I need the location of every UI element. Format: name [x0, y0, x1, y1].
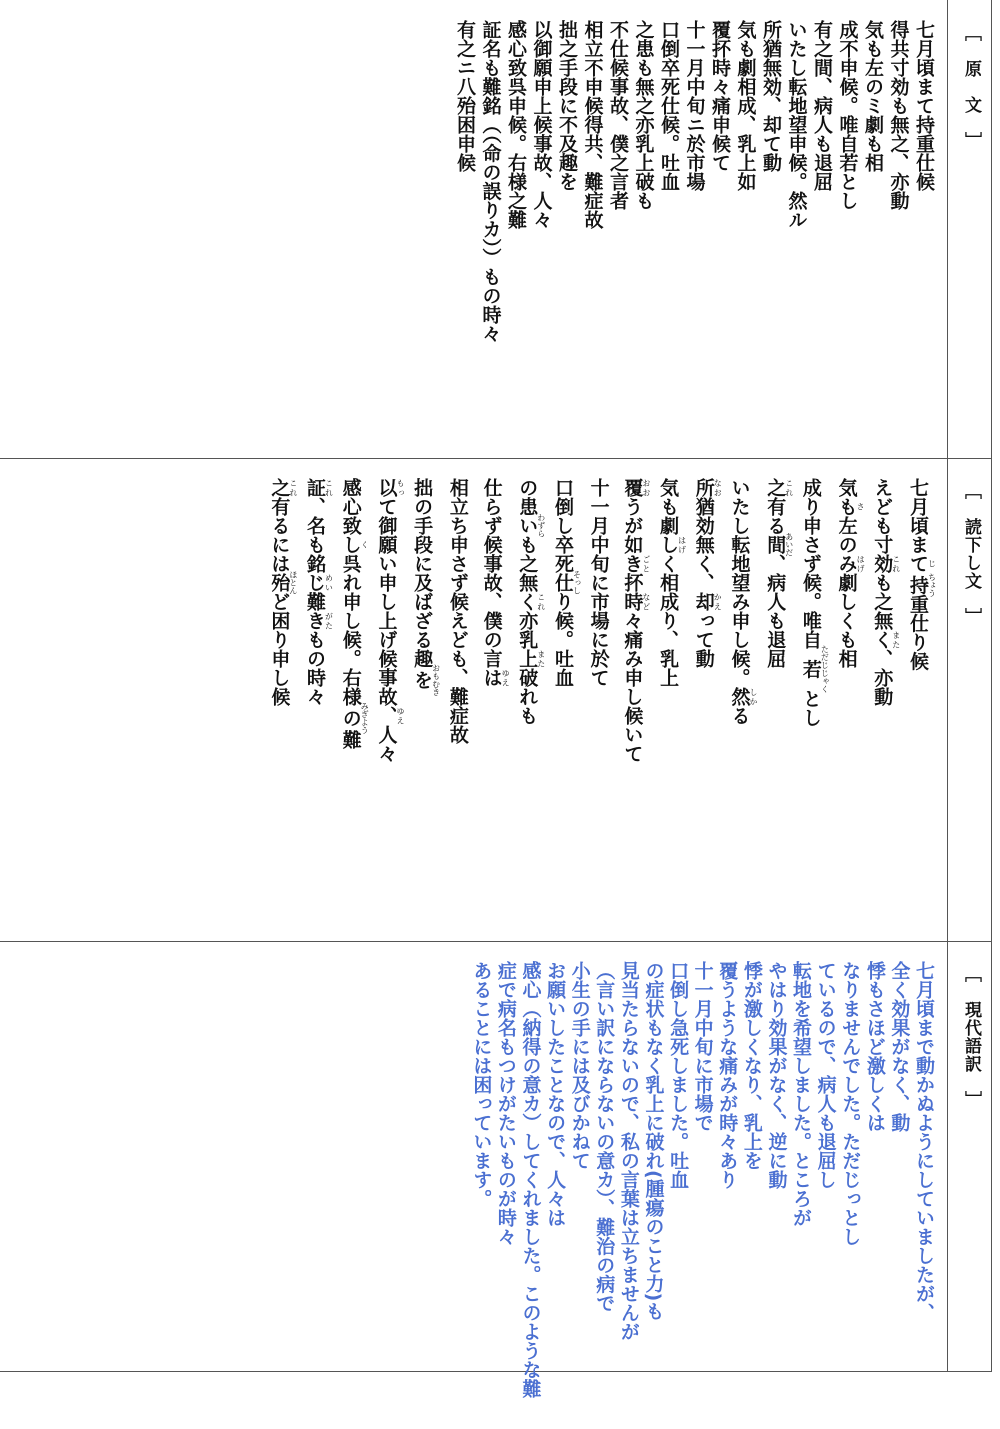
ruby-annotation: いわずら	[516, 513, 546, 538]
ruby-annotation: しはげ	[657, 535, 687, 554]
original-text-body	[452, 20, 937, 343]
text-line: 小生の手には及びかねて	[568, 961, 591, 1170]
ruby-annotation: のみぎよう	[339, 702, 370, 734]
ruby-annotation: はゆえ	[480, 668, 511, 687]
text-line: 全く効果がなく、動	[888, 961, 911, 1132]
ruby-annotation: 仕そっし	[551, 570, 582, 595]
text-line: 成り申さず候。唯自若ただじじゃくとし	[799, 478, 830, 727]
text-line: 不仕候事故、僕之言者	[607, 20, 629, 210]
text-line: 之これ有るには殆ほとんど困り申し候	[268, 478, 298, 706]
ruby-annotation: 之これ	[268, 478, 298, 497]
text-line: えども寸効これも之無くまた、亦動	[871, 478, 901, 706]
text-line: 覆おおうが如きごと抔時など々痛み申し候いて	[621, 478, 651, 763]
text-line: 有之間、病人も退屈	[811, 20, 833, 191]
text-line: あることには困っています。	[470, 961, 493, 1208]
text-line: 十一月中旬ニ於市場	[683, 20, 706, 191]
text-line: 気も左のミ劇も相	[862, 20, 884, 172]
section-label-column	[947, 0, 992, 458]
ruby-annotation: 時など	[621, 592, 651, 611]
text-line: 感心致呉申候。右様之難	[505, 20, 527, 229]
ruby-annotation: 殆ほとん	[268, 570, 298, 595]
text-line: 拙之手段に不及趣を	[556, 20, 578, 191]
text-line: 気も劇しはげく相成り、乳上	[657, 478, 687, 687]
ruby-annotation: 然しか	[728, 687, 758, 706]
ruby-annotation: をおもむき	[411, 664, 441, 696]
ruby-annotation: もさ	[835, 497, 866, 516]
text-line: なりませんでした。ただじっとし	[839, 961, 862, 1246]
text-line: 口倒し急死しました。吐血	[667, 961, 690, 1189]
ruby-annotation: 以もっ	[375, 478, 405, 497]
text-line: 症で病名もつけがたいものが時々	[494, 961, 517, 1246]
text-line: 成不申候。唯自若とし	[836, 20, 859, 210]
ruby-annotation: 持ちょう	[907, 573, 937, 597]
text-line: 之これ有る間あいだ、病人も退屈	[764, 478, 794, 668]
text-line: 証名も難銘（（命の誤りカ））もの時々	[479, 20, 502, 343]
ruby-annotation: 間あいだ	[764, 532, 794, 557]
text-line: いたし転地望み申し候。然しかる	[728, 478, 758, 725]
text-line: 之患も無之亦乳上破も	[632, 20, 655, 210]
ruby-annotation: 証これ	[304, 478, 334, 497]
text-line: 所なお猶効無く、却かえって動	[692, 478, 723, 668]
text-line: 見当たらないので、私の言葉は立ちませんが	[617, 961, 640, 1341]
text-line: 以御願申上候事故、人々	[530, 20, 553, 229]
text-line: 感心（納得の意カ）してくれました。このような難	[519, 961, 542, 1398]
ruby-annotation: きごと	[621, 554, 651, 573]
section-label-column	[947, 941, 992, 1372]
ruby-annotation: 之これ	[764, 478, 794, 497]
reading-text-body	[262, 478, 936, 763]
section-reading-text	[0, 458, 992, 941]
text-line: の症状もなく乳上に破れ(腫瘍のこと力)も	[642, 961, 665, 1321]
ruby-annotation: てじ	[907, 554, 937, 573]
text-line: 十一月中旬に市場に於て	[587, 478, 610, 687]
ruby-annotation: 覆おお	[621, 478, 651, 497]
ruby-annotation: 効これ	[871, 554, 901, 573]
text-line: 七月頃まてじ持ちょう重仕り候	[907, 478, 937, 671]
section-modern-translation	[0, 941, 992, 1398]
text-line: 感心致しく呉れ申し候。右様のみぎよう難	[339, 478, 370, 749]
text-line: やはり効果がなく、逆に動	[765, 961, 788, 1189]
text-line: いたし転地望申候。然ル	[785, 20, 808, 229]
ruby-annotation: 若ただじじゃく	[799, 645, 830, 693]
text-line: の患いわずらも之無くこれ亦乳上また破れも	[516, 478, 546, 725]
ruby-annotation: 上また	[516, 649, 546, 668]
section-label-modern: ［ 現代語訳 ］	[961, 965, 981, 1109]
ruby-annotation: くこれ	[516, 592, 546, 611]
section-label-reading: ［ 読下し文 ］	[961, 482, 981, 626]
text-line: 転地を希望しました。ところが	[790, 961, 813, 1227]
ruby-annotation: しく	[339, 535, 370, 554]
modern-translation-body	[469, 961, 936, 1398]
text-line: （言い訳にならないの意カ）、難治の病で	[593, 961, 616, 1313]
text-line: 所猶無効、却て動	[760, 20, 782, 172]
text-line: 有之ニ八殆困申候	[454, 20, 476, 172]
ruby-annotation: 、ゆえ	[375, 706, 405, 725]
section-label-column	[947, 458, 992, 941]
text-line: 口倒卒死仕候。吐血	[658, 20, 680, 191]
text-line: 悸もさほど激しくは	[863, 961, 886, 1132]
text-line: 覆うような痛みが時々あり	[716, 961, 739, 1189]
text-line: 気もさ左のみはげ劇しくも相	[835, 478, 866, 668]
text-line: 以もって御願い申し上げ候事故、ゆえ人々	[375, 478, 405, 763]
ruby-annotation: きがた	[304, 611, 334, 630]
section-original-text	[0, 0, 992, 458]
text-line: 得共寸効も無之、亦動	[887, 20, 910, 210]
text-line: ているので、病人も退屈し	[814, 961, 837, 1189]
text-line: 七月頃まて持重仕候	[913, 20, 935, 191]
text-line: 仕らず候事故、僕の言はゆえ	[480, 478, 511, 687]
text-line: 相立ち申さず候えども、難症故	[446, 478, 469, 744]
text-line: お願いしたことなので、人々は	[544, 961, 567, 1227]
text-line: 拙の手段に及ばざる趣をおもむき	[411, 478, 441, 696]
text-line: 気も劇相成、乳上如	[734, 20, 757, 191]
ruby-annotation: じめい	[304, 573, 334, 592]
text-line: 十一月中旬に市場で	[691, 961, 714, 1132]
text-line: 七月頃まで動かぬようにしていましたが、	[913, 961, 935, 1322]
ruby-annotation: くまた	[871, 630, 901, 649]
text-line: 覆抔時々痛申候て	[709, 20, 731, 172]
text-line: 悸が激しくなり、乳上を	[740, 961, 763, 1170]
text-line: 証これ、名も銘じめい難きがたもの時々	[304, 478, 334, 706]
ruby-annotation: 却かえ	[692, 592, 723, 611]
text-line: 相立不申候得共、難症故	[581, 20, 604, 229]
ruby-annotation: 所なお	[692, 478, 723, 497]
ruby-annotation: みはげ	[835, 554, 866, 573]
section-label-original: ［ 原 文 ］	[961, 24, 981, 150]
text-line: 口倒し卒死仕そっしり候。吐血	[551, 478, 582, 687]
